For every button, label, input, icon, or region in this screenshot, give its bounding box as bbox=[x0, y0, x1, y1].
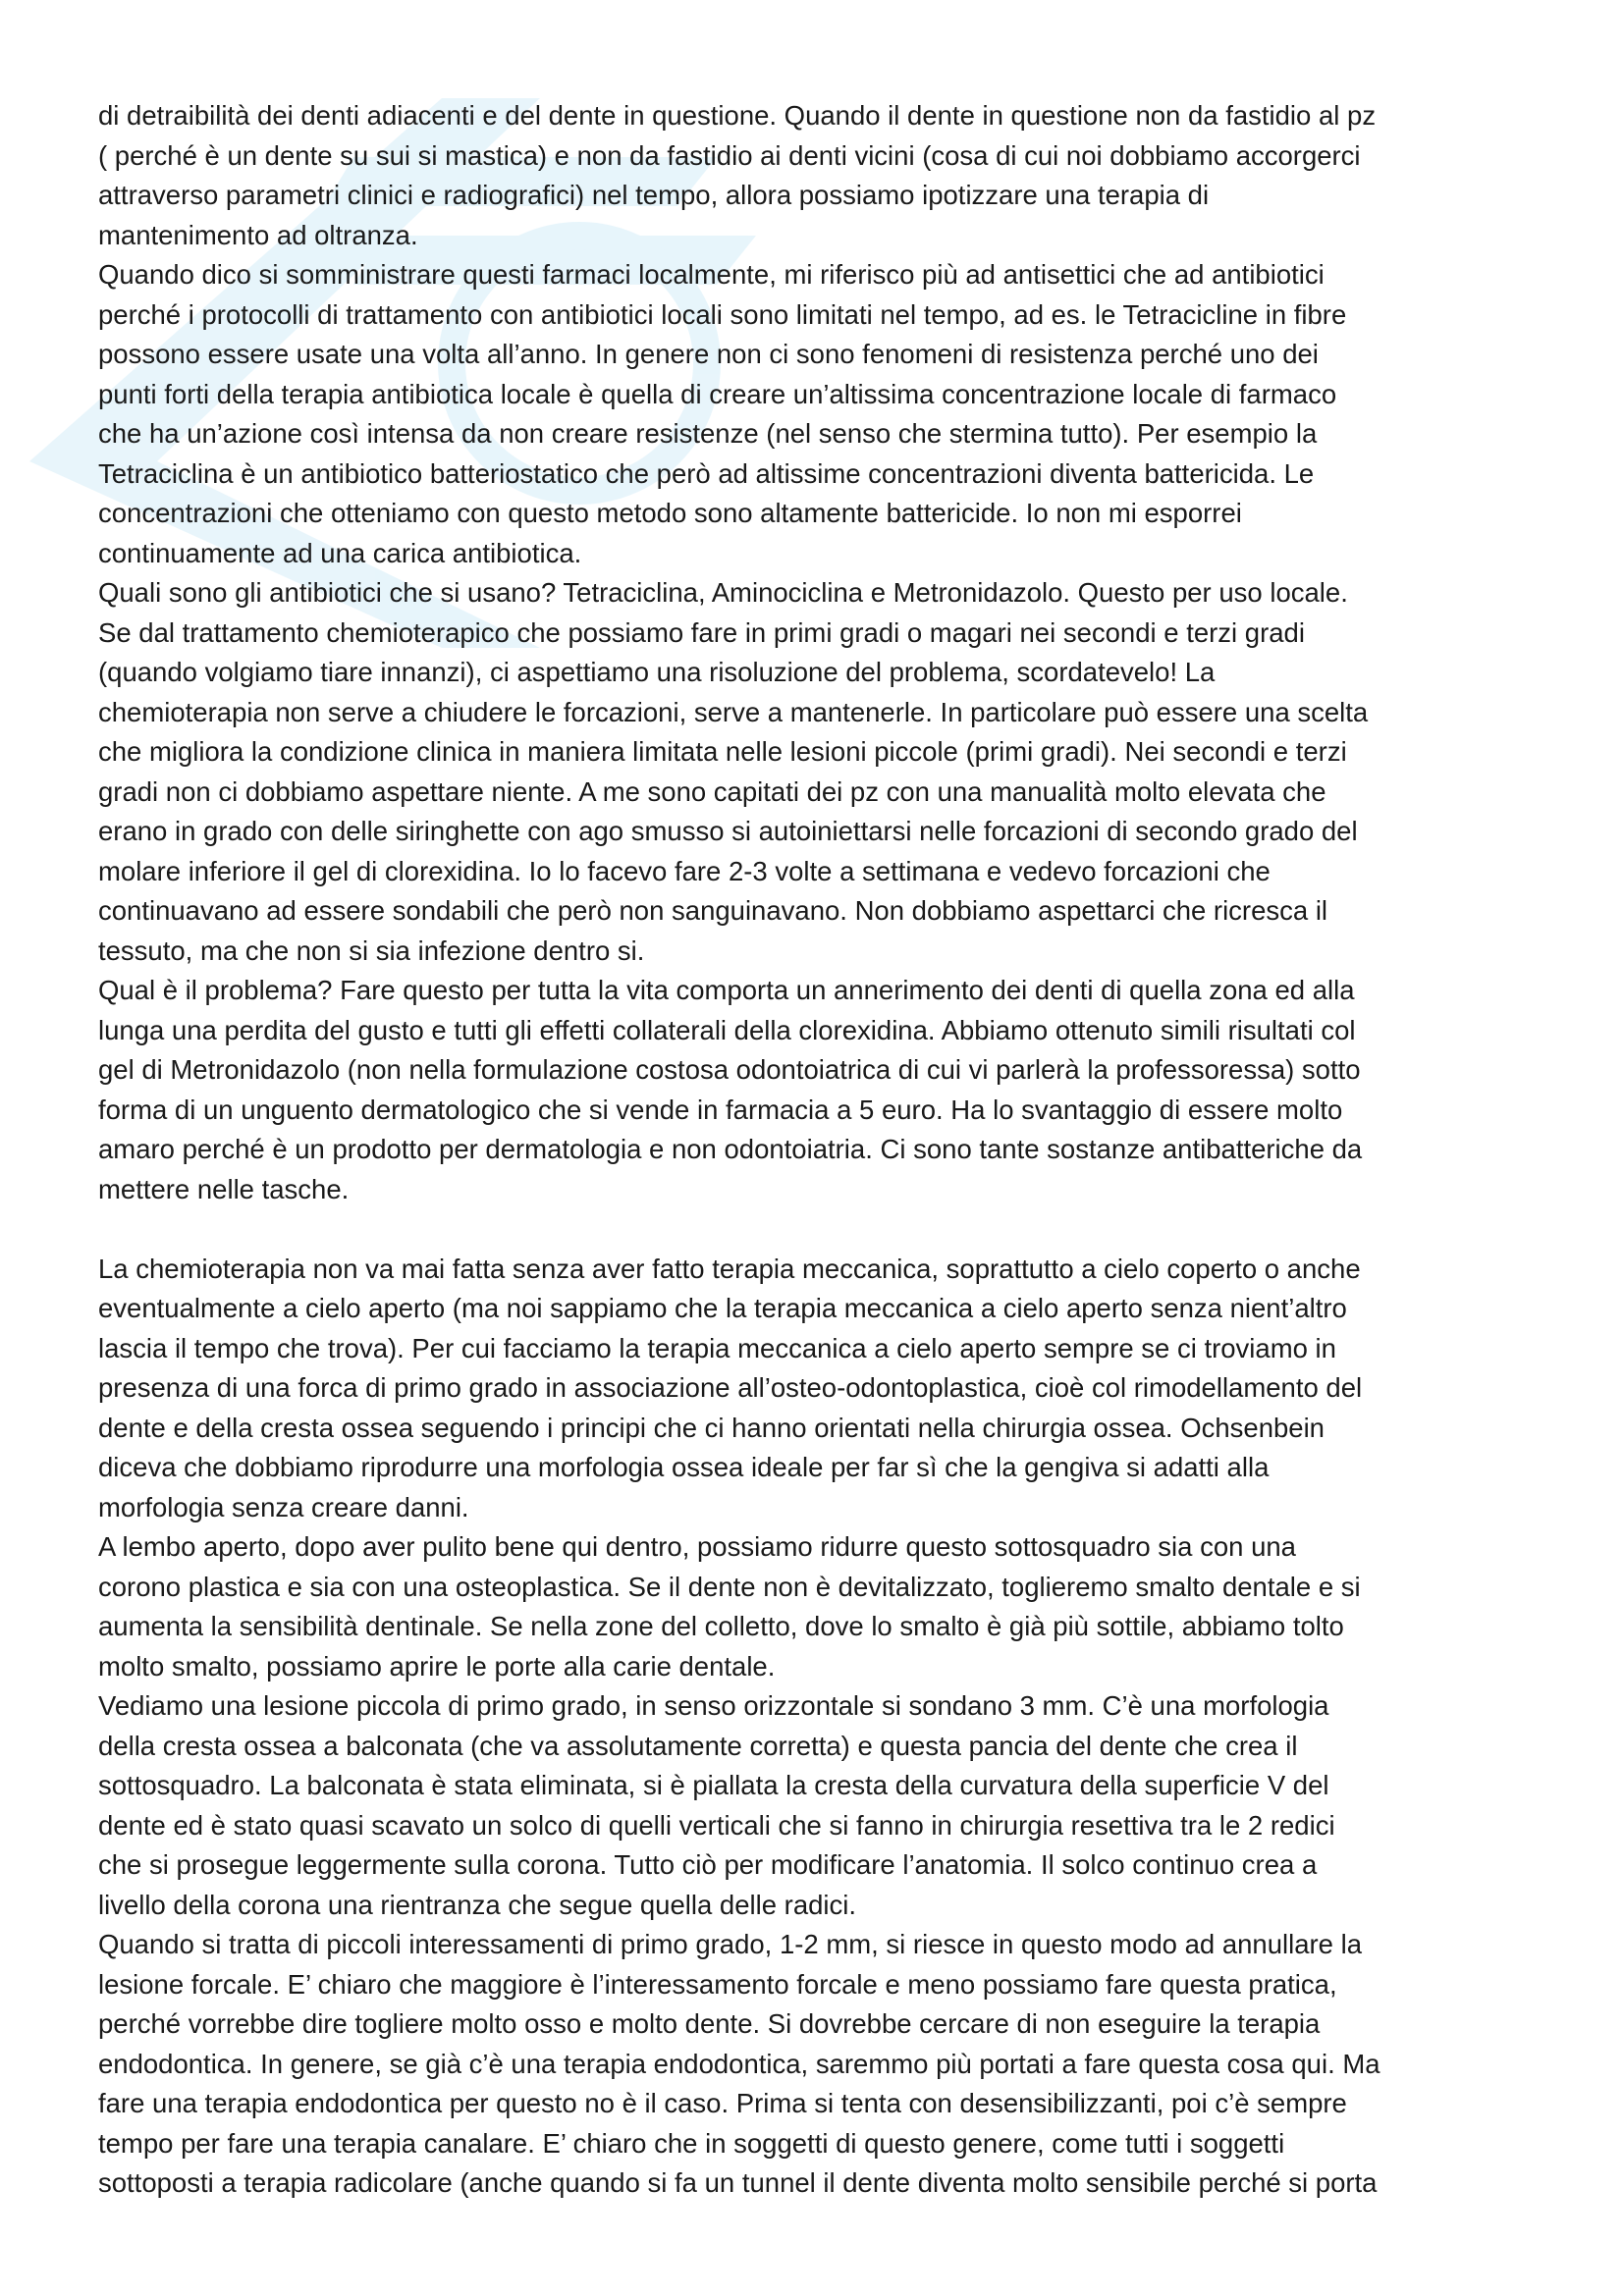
paragraph-block-1 bbox=[98, 96, 1532, 1209]
text-line: gradi non ci dobbiamo aspettare niente. A me sono capitati dei pz con una manualità molto elevata che bbox=[98, 775, 1326, 807]
text-line: possono essere usate una volta all’anno. In genere non ci sono fenomeni di resistenza perché uno dei bbox=[98, 339, 1319, 369]
text-line: sottoposti a terapia radicolare (anche quando si fa un tunnel il dente diventa molto sensibile perché si porta bbox=[98, 2167, 1378, 2198]
text-line: lesione forcale. E’ chiaro che maggiore è l’interessamento forcale e meno possiamo fare questa pratica, bbox=[98, 1968, 1337, 2000]
text-line: eventualmente a cielo aperto (ma noi sappiamo che la terapia meccanica a cielo aperto senza nient’altro bbox=[98, 1293, 1347, 1323]
text-line: La chemioterapia non va mai fatta senza aver fatto terapia meccanica, soprattutto a cielo coperto o anche bbox=[98, 1253, 1361, 1284]
text-line: perché vorrebbe dire togliere molto osso e molto dente. Si dovrebbe cercare di non eseguire la terapia bbox=[98, 2008, 1321, 2039]
text-line: di detraibilità dei denti adiacenti e del dente in questione. Quando il dente in questione non da fastidio al pz bbox=[98, 100, 1377, 131]
text-line: livello della corona una rientranza che segue quella delle radici. bbox=[98, 1889, 857, 1920]
text-line: amaro perché è un prodotto per dermatologia e non odontoiatria. Ci sono tante sostanze antibatteriche da bbox=[98, 1134, 1363, 1164]
text-line: lunga una perdita del gusto e tutti gli effetti collaterali della clorexidina. Abbiamo ottenuto simili risultati col bbox=[98, 1014, 1356, 1045]
text-line: dente ed è stato quasi scavato un solco di quelli verticali che si fanno in chirurgia resettiva tra le 2 redici bbox=[98, 1809, 1335, 1841]
text-line: forma di un unguento dermatologico che si vende in farmacia a 5 euro. Ha lo svantaggio di essere molto bbox=[98, 1094, 1343, 1125]
paragraph-gap bbox=[98, 1209, 1532, 1250]
text-line: morfologia senza creare danni. bbox=[98, 1491, 469, 1522]
text-line: continuamente ad una carica antibiotica. bbox=[98, 537, 582, 568]
text-line: Vediamo una lesione piccola di primo grado, in senso orizzontale si sondano 3 mm. C’è una morfologia bbox=[98, 1690, 1329, 1721]
text-line: Quando dico si somministrare questi farmaci localmente, mi riferisco più ad antisettici che ad antibiotici bbox=[98, 259, 1325, 290]
text-line: fare una terapia endodontica per questo no è il caso. Prima si tenta con desensibilizzanti, poi c’è sempre bbox=[98, 2088, 1347, 2118]
text-line: ( perché è un dente su sui si mastica) e non da fastidio ai denti vicini (cosa di cui noi dobbiamo accorgerci bbox=[98, 139, 1361, 171]
text-line: presenza di una forca di primo grado in associazione all’osteo-odontoplastica, cioè col rimodellamento del bbox=[98, 1372, 1363, 1403]
text-line: chemioterapia non serve a chiudere le forcazioni, serve a mantenerle. In particolare può essere una scelta bbox=[98, 696, 1369, 727]
text-line: corono plastica e sia con una osteoplastica. Se il dente non è devitalizzato, toglieremo smalto dentale e si bbox=[98, 1571, 1361, 1602]
text-line: che ha un’azione così intensa da non creare resistenze (nel senso che stermina tutto). Per esempio la bbox=[98, 418, 1318, 449]
text-line: sottosquadro. La balconata è stata eliminata, si è piallata la cresta della curvatura della superficie V del bbox=[98, 1770, 1329, 1800]
text-line: continuavano ad essere sondabili che però non sanguinavano. Non dobbiamo aspettarci che ricresca il bbox=[98, 895, 1328, 926]
text-line: mantenimento ad oltranza. bbox=[98, 219, 418, 250]
text-line: Quali sono gli antibiotici che si usano? Tetraciclina, Aminociclina e Metronidazolo. Questo per uso locale. bbox=[98, 577, 1348, 608]
text-line: tempo per fare una terapia canalare. E’ chiaro che in soggetti di questo genere, come tutti i soggetti bbox=[98, 2127, 1285, 2159]
paragraph-block-2 bbox=[98, 1250, 1532, 2204]
text-line: Tetraciclina è un antibiotico batteriostatico che però ad altissime concentrazioni diventa battericida. Le bbox=[98, 457, 1315, 489]
text-line: attraverso parametri clinici e radiografici) nel tempo, allora possiamo ipotizzare una terapia di bbox=[98, 180, 1210, 210]
text-line: molare inferiore il gel di clorexidina. Io lo facevo fare 2-3 volte a settimana e vedevo forcazioni che bbox=[98, 855, 1271, 886]
text-line: Quando si tratta di piccoli interessamenti di primo grado, 1-2 mm, si riesce in questo modo ad annullare la bbox=[98, 1929, 1363, 1959]
text-line: gel di Metronidazolo (non nella formulazione costosa odontoiatrica di cui vi parlerà la professoressa) sotto bbox=[98, 1054, 1361, 1085]
text-line: punti forti della terapia antibiotica locale è quella di creare un’altissima concentrazione locale di farmaco bbox=[98, 378, 1337, 409]
text-line: (quando volgiamo tiare innanzi), ci aspettiamo una risoluzione del problema, scordatevelo! La bbox=[98, 657, 1216, 687]
text-line: perché i protocolli di trattamento con antibiotici locali sono limitati nel tempo, ad es. le Tetracicline in fibre bbox=[98, 298, 1347, 330]
document-body bbox=[98, 96, 1532, 2204]
text-line: della cresta ossea a balconata (che va assolutamente corretta) e questa pancia del dente che crea il bbox=[98, 1730, 1298, 1761]
text-line: molto smalto, possiamo aprire le porte alla carie dentale. bbox=[98, 1650, 776, 1682]
text-line: concentrazioni che otteniamo con questo metodo sono altamente battericide. Io non mi esporrei bbox=[98, 498, 1242, 528]
text-line: A lembo aperto, dopo aver pulito bene qui dentro, possiamo ridurre questo sottosquadro sia con una bbox=[98, 1531, 1296, 1562]
text-line: che si prosegue leggermente sulla corona. Tutto ciò per modificare l’anatomia. Il solco continuo crea a bbox=[98, 1849, 1318, 1880]
text-line: che migliora la condizione clinica in maniera limitata nelle lesioni piccole (primi gradi). Nei secondi e terzi bbox=[98, 736, 1347, 767]
text-line: mettere nelle tasche. bbox=[98, 1173, 350, 1204]
text-line: Se dal trattamento chemioterapico che possiamo fare in primi gradi o magari nei secondi e terzi gradi bbox=[98, 616, 1305, 648]
text-line: dente e della cresta ossea seguendo i principi che ci hanno orientati nella chirurgia ossea. Ochsenbein bbox=[98, 1412, 1325, 1443]
text-line: lascia il tempo che trova). Per cui facciamo la terapia meccanica a cielo aperto sempre se ci troviamo in bbox=[98, 1332, 1336, 1363]
text-line: aumenta la sensibilità dentinale. Se nella zone del colletto, dove lo smalto è già più sottile, abbiamo tolto bbox=[98, 1611, 1344, 1641]
text-line: diceva che dobbiamo riprodurre una morfologia ossea ideale per far sì che la gengiva si adatti alla bbox=[98, 1452, 1270, 1482]
text-line: tessuto, ma che non si sia infezione dentro si. bbox=[98, 934, 645, 966]
text-line: Qual è il problema? Fare questo per tutta la vita comporta un annerimento dei denti di quella zona ed alla bbox=[98, 975, 1355, 1005]
text-line: endodontica. In genere, se già c’è una terapia endodontica, saremmo più portati a fare questa cosa qui. Ma bbox=[98, 2048, 1380, 2079]
text-line: erano in grado con delle siringhette con ago smusso si autoiniettarsi nelle forcazioni di secondo grado del bbox=[98, 816, 1358, 846]
